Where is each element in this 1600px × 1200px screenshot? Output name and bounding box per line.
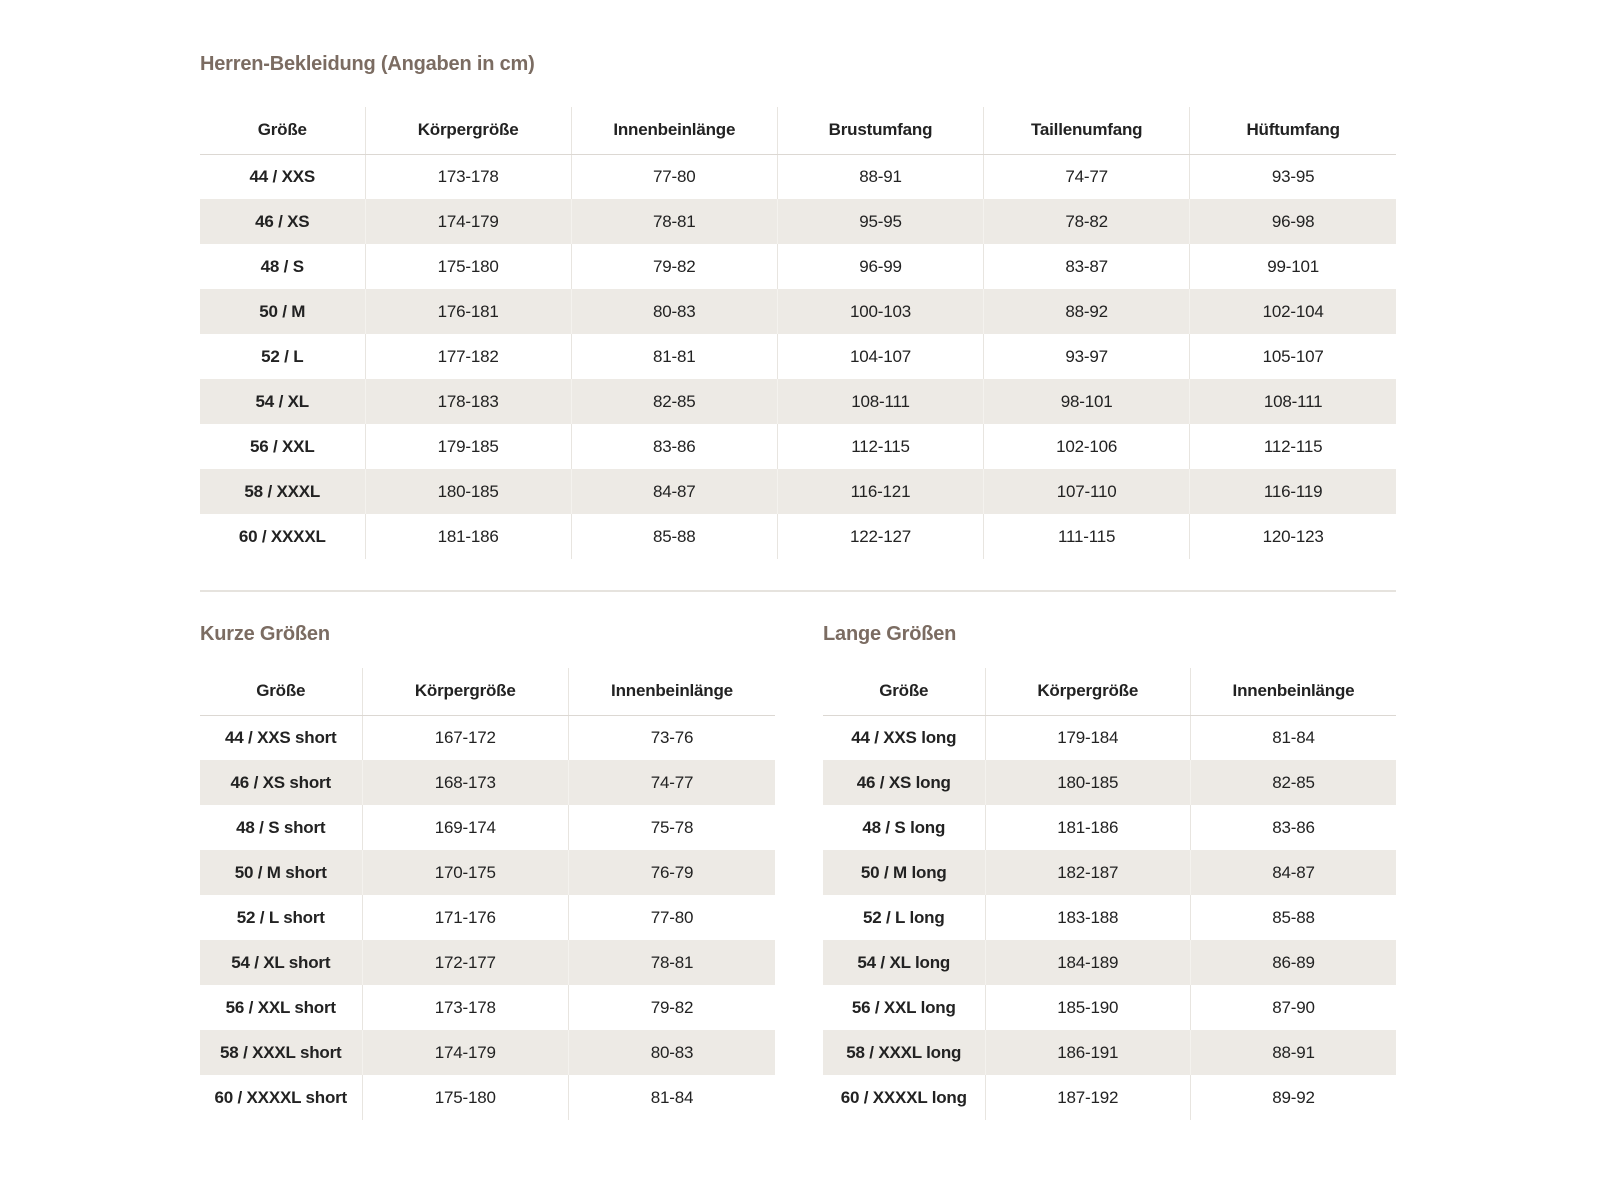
value-cell: 112-115: [1190, 424, 1396, 469]
table-header: [200, 668, 775, 715]
value-cell: 102-106: [984, 424, 1190, 469]
short-sizes-title: Kurze Größen: [200, 623, 330, 645]
size-label-cell: 56 / XXL: [249, 436, 315, 456]
table-row: [200, 760, 775, 805]
value-cell: 182-187: [985, 850, 1191, 895]
value-cell: 174-179: [362, 1030, 569, 1075]
size-label-cell: 46 / XS long: [823, 760, 985, 805]
value-cell: 83-87: [984, 244, 1190, 289]
value-cell: 108-111: [1190, 379, 1396, 424]
value-cell: 81-84: [1191, 715, 1397, 760]
long-sizes-section: [823, 592, 1396, 1120]
size-label-cell: 44 / XXS long: [851, 727, 957, 747]
value-cell: 88-91: [777, 154, 983, 199]
value-cell: 88-92: [984, 289, 1190, 334]
value-cell: 185-190: [985, 985, 1191, 1030]
value-cell: 83-86: [1191, 805, 1397, 850]
size-label-cell: 54 / XL short: [200, 940, 362, 985]
value-cell: 96-99: [777, 244, 983, 289]
size-label-cell: 58 / XXXL short: [200, 1030, 362, 1075]
table-row: [200, 1075, 775, 1120]
size-label-cell: 50 / M long: [823, 850, 985, 895]
value-cell: 107-110: [984, 469, 1190, 514]
value-cell: 183-188: [985, 895, 1191, 940]
value-cell: 102-104: [1190, 289, 1396, 334]
value-cell: 180-185: [985, 760, 1191, 805]
table-row: [200, 715, 775, 760]
value-cell: 81-81: [571, 334, 777, 379]
value-cell: 167-172: [362, 715, 569, 760]
column-header: Größe: [200, 668, 362, 715]
column-header: Brustumfang: [777, 107, 983, 154]
table-row: [200, 1030, 775, 1075]
value-cell: 171-176: [362, 895, 569, 940]
column-header: Innenbeinlänge: [571, 107, 777, 154]
size-chart-page: [200, 0, 1396, 1120]
value-cell: 116-121: [777, 469, 983, 514]
size-label-cell: 52 / L: [261, 346, 304, 366]
table-body: [200, 154, 1396, 559]
value-cell: 184-189: [985, 940, 1191, 985]
size-label-cell: 44 / XXS: [249, 166, 315, 186]
value-cell: 179-185: [365, 424, 571, 469]
value-cell: 79-82: [571, 244, 777, 289]
table-row: [200, 289, 1396, 334]
value-cell: 82-85: [571, 379, 777, 424]
value-cell: 178-183: [365, 379, 571, 424]
size-label-cell: 48 / S short: [236, 817, 326, 837]
value-cell: 86-89: [1191, 940, 1397, 985]
table-row: [200, 805, 775, 850]
size-label-cell: 58 / XXXL long: [823, 1030, 985, 1075]
value-cell: 78-82: [984, 199, 1190, 244]
table-row: [200, 424, 1396, 469]
value-cell: 83-86: [571, 424, 777, 469]
size-label-cell: 50 / M short: [200, 850, 362, 895]
value-cell: 81-84: [569, 1075, 776, 1120]
short-sizes-table: [200, 668, 775, 1120]
value-cell: 87-90: [1191, 985, 1397, 1030]
table-row: [823, 1030, 1396, 1075]
value-cell: 173-178: [365, 154, 571, 199]
size-label-cell: 54 / XL long: [823, 940, 985, 985]
column-header: Größe: [823, 668, 985, 715]
value-cell: 79-82: [569, 985, 776, 1030]
value-cell: 181-186: [985, 805, 1191, 850]
table-row: [200, 154, 1396, 199]
table-row: [823, 850, 1396, 895]
size-label-cell: 60 / XXXXL short: [214, 1087, 348, 1107]
value-cell: 88-91: [1191, 1030, 1397, 1075]
value-cell: 99-101: [1190, 244, 1396, 289]
table-header: [200, 107, 1396, 154]
value-cell: 89-92: [1191, 1075, 1397, 1120]
size-label-cell: 60 / XXXXL: [238, 526, 326, 546]
value-cell: 174-179: [365, 199, 571, 244]
value-cell: 76-79: [569, 850, 776, 895]
column-header: Körpergröße: [985, 668, 1191, 715]
value-cell: 100-103: [777, 289, 983, 334]
value-cell: 85-88: [1191, 895, 1397, 940]
size-label-cell: 56 / XXL short: [225, 997, 336, 1017]
table-row: [200, 940, 775, 985]
column-header: Innenbeinlänge: [1191, 668, 1397, 715]
table-row: [200, 469, 1396, 514]
value-cell: 93-97: [984, 334, 1190, 379]
table-header: [823, 668, 1396, 715]
value-cell: 120-123: [1190, 514, 1396, 559]
page-title: Herren-Bekleidung (Angaben in cm): [200, 53, 535, 75]
value-cell: 108-111: [777, 379, 983, 424]
value-cell: 73-76: [569, 715, 776, 760]
column-header: Körpergröße: [365, 107, 571, 154]
size-label-cell: 50 / M: [200, 289, 365, 334]
value-cell: 78-81: [571, 199, 777, 244]
value-cell: 77-80: [571, 154, 777, 199]
value-cell: 173-178: [362, 985, 569, 1030]
value-cell: 177-182: [365, 334, 571, 379]
value-cell: 78-81: [569, 940, 776, 985]
short-sizes-section: [200, 592, 775, 1120]
value-cell: 186-191: [985, 1030, 1191, 1075]
size-label-cell: 46 / XS short: [200, 760, 362, 805]
table-row: [823, 940, 1396, 985]
value-cell: 122-127: [777, 514, 983, 559]
value-cell: 96-98: [1190, 199, 1396, 244]
header-row: [200, 107, 1396, 154]
lower-section: [200, 592, 1396, 1120]
value-cell: 85-88: [571, 514, 777, 559]
value-cell: 181-186: [365, 514, 571, 559]
table-row: [200, 244, 1396, 289]
value-cell: 98-101: [984, 379, 1190, 424]
value-cell: 175-180: [365, 244, 571, 289]
table-row: [823, 805, 1396, 850]
value-cell: 168-173: [362, 760, 569, 805]
size-label-cell: 56 / XXL long: [851, 997, 956, 1017]
table-row: [823, 715, 1396, 760]
value-cell: 104-107: [777, 334, 983, 379]
table-body: [823, 715, 1396, 1120]
table-row: [823, 760, 1396, 805]
value-cell: 74-77: [569, 760, 776, 805]
table-row: [200, 850, 775, 895]
value-cell: 170-175: [362, 850, 569, 895]
column-header: Körpergröße: [362, 668, 569, 715]
value-cell: 74-77: [984, 154, 1190, 199]
header-row: [200, 668, 775, 715]
value-cell: 80-83: [571, 289, 777, 334]
size-label-cell: 44 / XXS short: [224, 727, 337, 747]
size-label-cell: 52 / L long: [862, 907, 945, 927]
table-row: [200, 379, 1396, 424]
table-row: [200, 199, 1396, 244]
table-row: [200, 514, 1396, 559]
table-row: [823, 1075, 1396, 1120]
column-header: Taillenumfang: [984, 107, 1190, 154]
value-cell: 175-180: [362, 1075, 569, 1120]
size-label-cell: 58 / XXXL: [200, 469, 365, 514]
table-row: [200, 334, 1396, 379]
value-cell: 112-115: [777, 424, 983, 469]
table-row: [823, 985, 1396, 1030]
value-cell: 75-78: [569, 805, 776, 850]
size-label-cell: 60 / XXXXL long: [840, 1087, 967, 1107]
header-row: [823, 668, 1396, 715]
value-cell: 82-85: [1191, 760, 1397, 805]
value-cell: 172-177: [362, 940, 569, 985]
size-label-cell: 52 / L short: [236, 907, 325, 927]
size-label-cell: 48 / S long: [862, 817, 946, 837]
value-cell: 80-83: [569, 1030, 776, 1075]
value-cell: 93-95: [1190, 154, 1396, 199]
value-cell: 176-181: [365, 289, 571, 334]
table-body: [200, 715, 775, 1120]
value-cell: 105-107: [1190, 334, 1396, 379]
table-row: [200, 985, 775, 1030]
column-header: Größe: [200, 107, 365, 154]
value-cell: 116-119: [1190, 469, 1396, 514]
value-cell: 77-80: [569, 895, 776, 940]
value-cell: 187-192: [985, 1075, 1191, 1120]
size-label-cell: 48 / S: [260, 256, 304, 276]
column-header: Innenbeinlänge: [569, 668, 776, 715]
mens-clothing-size-table: [200, 107, 1396, 559]
size-label-cell: 54 / XL: [200, 379, 365, 424]
column-header: Hüftumfang: [1190, 107, 1396, 154]
value-cell: 179-184: [985, 715, 1191, 760]
value-cell: 180-185: [365, 469, 571, 514]
value-cell: 84-87: [571, 469, 777, 514]
table-row: [200, 895, 775, 940]
value-cell: 169-174: [362, 805, 569, 850]
value-cell: 95-95: [777, 199, 983, 244]
table-row: [823, 895, 1396, 940]
size-label-cell: 46 / XS: [200, 199, 365, 244]
long-sizes-table: [823, 668, 1396, 1120]
long-sizes-title: Lange Größen: [823, 623, 957, 645]
value-cell: 111-115: [984, 514, 1190, 559]
value-cell: 84-87: [1191, 850, 1397, 895]
